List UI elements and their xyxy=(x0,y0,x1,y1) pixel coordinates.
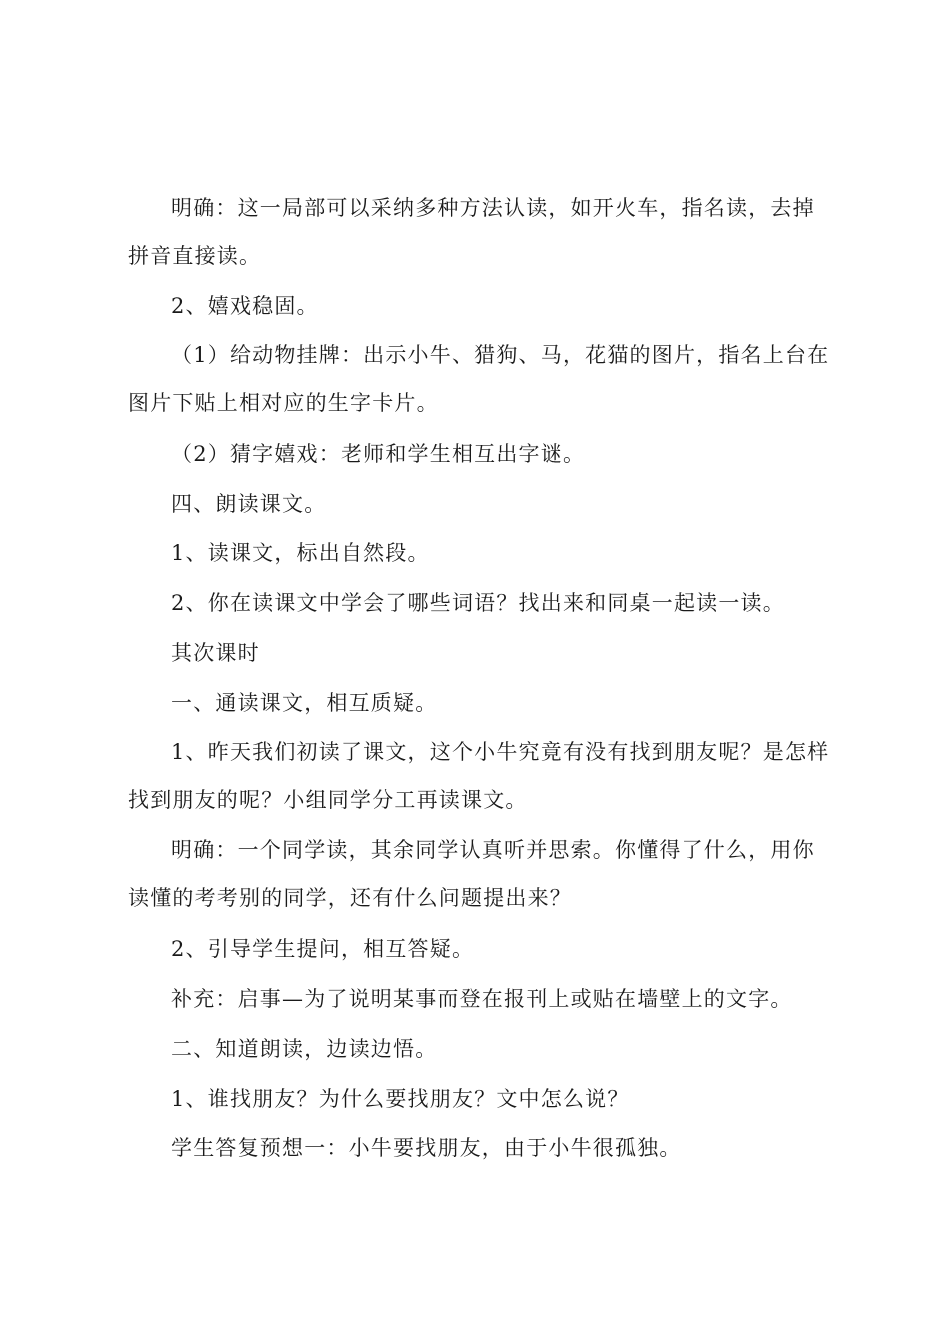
paragraph-4 xyxy=(128,430,834,478)
paragraph-3-line-2: 图片下贴上相对应的生字卡片。 xyxy=(128,391,439,415)
paragraph-6-line-1: 1、读课文，标出自然段。 xyxy=(171,541,430,565)
paragraph-1-line-1: 明确：这一局部可以采纳多种方法认读，如开火车，指名读，去掉 xyxy=(171,196,815,220)
paragraph-1-line-2: 拼音直接读。 xyxy=(128,244,262,268)
paragraph-15-line-1: 1、谁找朋友？为什么要找朋友？文中怎么说？ xyxy=(171,1087,630,1111)
paragraph-3 xyxy=(128,331,834,427)
paragraph-8 xyxy=(128,629,834,677)
paragraph-7-line-1: 2、你在读课文中学会了哪些词语？找出来和同桌一起读一读。 xyxy=(171,591,785,615)
paragraph-11-line-1: 明确：一个同学读，其余同学认真听并思索。你懂得了什么，用你 xyxy=(171,838,815,862)
paragraph-10 xyxy=(128,728,834,824)
paragraph-10-line-2: 找到朋友的呢？小组同学分工再读课文。 xyxy=(128,788,528,812)
paragraph-9 xyxy=(128,679,834,727)
paragraph-5 xyxy=(128,480,834,528)
paragraph-8-line-1: 其次课时 xyxy=(171,641,260,665)
paragraph-13-line-1: 补充：启事—为了说明某事而登在报刊上或贴在墙壁上的文字。 xyxy=(171,987,793,1011)
paragraph-4-line-1: （2）猜字嬉戏：老师和学生相互出字谜。 xyxy=(171,442,586,466)
paragraph-11 xyxy=(128,826,834,922)
paragraph-10-line-1: 1、昨天我们初读了课文，这个小牛究竟有没有找到朋友呢？是怎样 xyxy=(171,740,830,764)
paragraph-6 xyxy=(128,529,834,577)
paragraph-11-line-2: 读懂的考考别的同学，还有什么问题提出来？ xyxy=(128,886,572,910)
paragraph-16 xyxy=(128,1124,834,1172)
paragraph-13 xyxy=(128,975,834,1023)
paragraph-9-line-1: 一、通读课文，相互质疑。 xyxy=(171,691,438,715)
paragraph-3-line-1: （1）给动物挂牌：出示小牛、猎狗、马，花猫的图片，指名上台在 xyxy=(171,343,830,367)
paragraph-1 xyxy=(128,184,834,280)
paragraph-12 xyxy=(128,925,834,973)
paragraph-7 xyxy=(128,579,834,627)
paragraph-2-line-1: 2、嬉戏稳固。 xyxy=(171,294,319,318)
paragraph-2 xyxy=(128,282,834,330)
paragraph-15 xyxy=(128,1075,834,1123)
paragraph-14 xyxy=(128,1025,834,1073)
paragraph-16-line-1: 学生答复预想一：小牛要找朋友，由于小牛很孤独。 xyxy=(171,1136,682,1160)
paragraph-14-line-1: 二、知道朗读，边读边悟。 xyxy=(171,1037,438,1061)
paragraph-5-line-1: 四、朗读课文。 xyxy=(171,492,327,516)
paragraph-12-line-1: 2、引导学生提问，相互答疑。 xyxy=(171,937,475,961)
